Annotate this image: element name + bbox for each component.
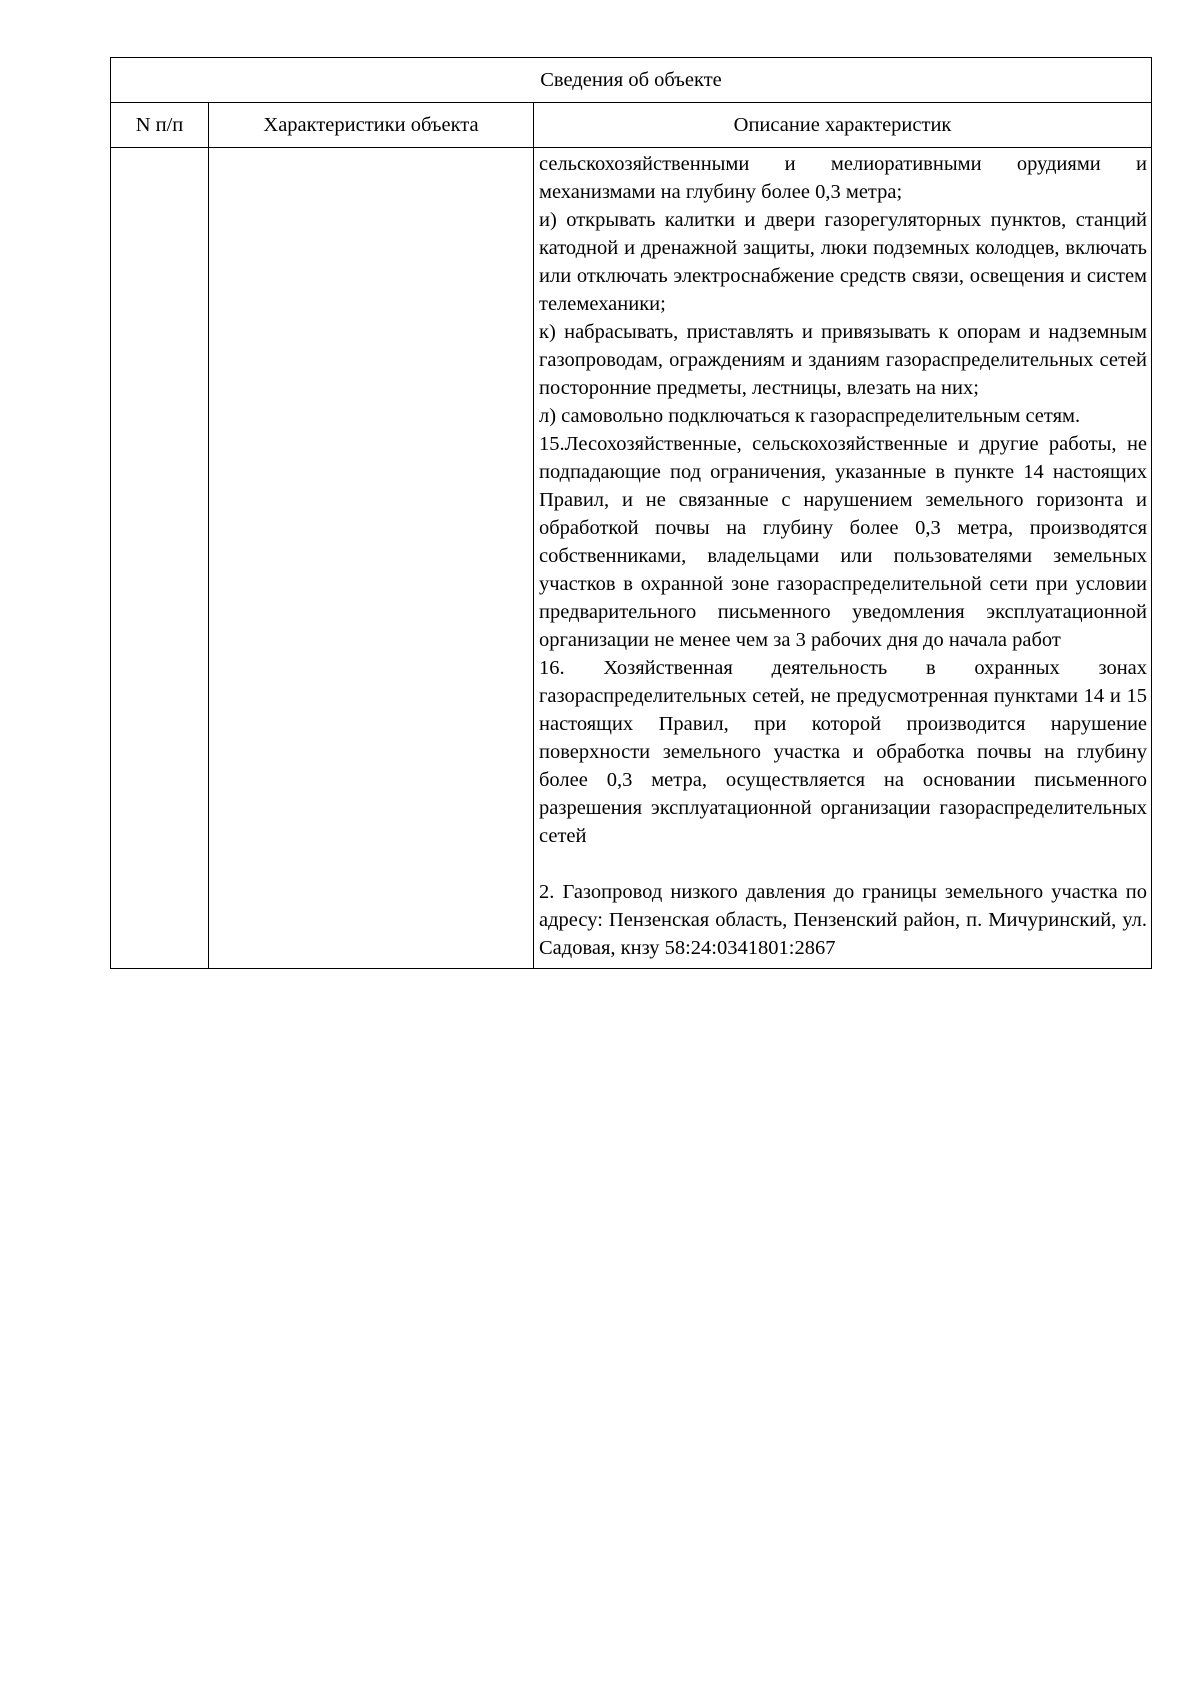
row-number-cell [111,148,209,969]
description-paragraph: 15.Лесохозяйственные, сельскохозяйственные и другие работы, не подпадающие под ограничения, указанные в пункте 14 настоящих Правил, и не связанные с нарушением земельного горизонта и обработкой почвы на глубину более 0,3 метра, производятся собственниками, владельцами или пользователями земельных участков в охранной зоне газораспределительной сети при условии предварительного письменного уведомления эксплуатационной организации не менее чем за 3 рабочих дня до начала работ [539,433,1148,651]
table-title-row [111,58,1152,103]
description-paragraph: л) самовольно подключаться к газораспределительным сетям. [539,405,1081,427]
row-description-cell [534,148,1152,969]
table-header-row [111,103,1152,148]
header-number: N п/п [111,103,209,148]
header-characteristics: Характеристики объекта [209,103,534,148]
description-paragraph: и) открывать калитки и двери газорегуляторных пунктов, станций катодной и дренажной защиты, люки подземных колодцев, включать или отключать электроснабжение средств связи, освещения и систем телемеханики; [539,209,1148,315]
object-info-table [110,57,1152,969]
table-row [111,148,1152,969]
second-object-description: 2. Газопровод низкого давления до границы земельного участка по адресу: Пензенская область, Пензенский район, п. Мичуринский, ул. Садовая, кнзу 58:24:0341801:2867 [539,881,1148,959]
row-characteristics-cell [209,148,534,969]
table-title: Сведения об объекте [111,58,1152,103]
description-paragraph: к) набрасывать, приставлять и привязывать к опорам и надземным газопроводам, ограждениям и зданиям газораспределительных сетей посторонние предметы, лестницы, влезать на них; [539,321,1148,399]
paragraph-spacer [539,850,1147,878]
description-paragraph: 16. Хозяйственная деятельность в охранных зонах газораспределительных сетей, не предусмотренная пунктами 14 и 15 настоящих Правил, при которой производится нарушение поверхности земельного участка и обработка почвы на глубину более 0,3 метра, осуществляется на основании письменного разрешения эксплуатационной организации газораспределительных сетей [539,657,1148,847]
header-description: Описание характеристик [534,103,1152,148]
description-paragraph: сельскохозяйственными и мелиоративными орудиями и механизмами на глубину более 0,3 метра; [539,153,1148,203]
